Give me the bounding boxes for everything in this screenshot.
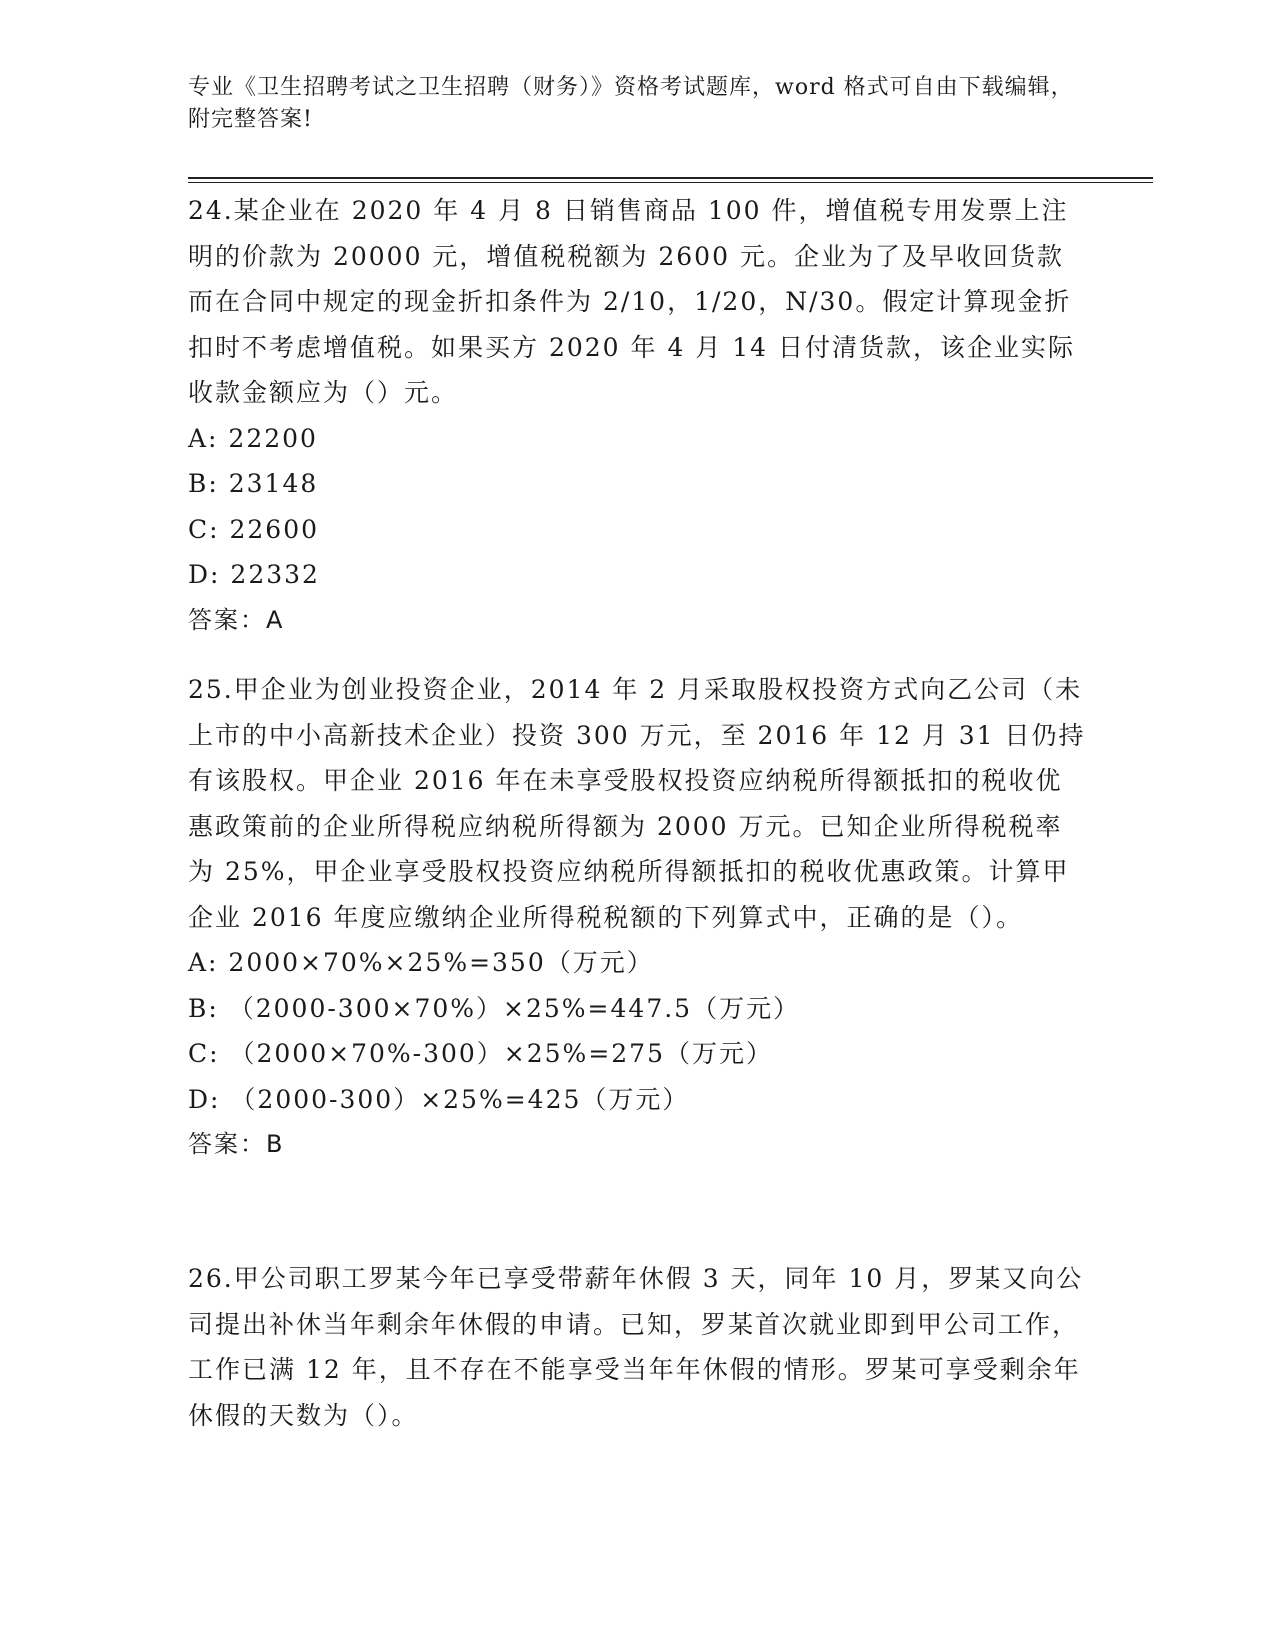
option-b: B: 23148 bbox=[188, 469, 319, 498]
question-24 bbox=[188, 188, 1088, 643]
option-b: B: （2000-300×70%）×25%=447.5（万元） bbox=[188, 993, 801, 1023]
option-c: C: （2000×70%-300）×25%=275（万元） bbox=[188, 1039, 773, 1068]
option-a: A: 2000×70%×25%=350（万元） bbox=[188, 948, 654, 977]
question-25 bbox=[188, 667, 1088, 1168]
question-text: 24.某企业在 2020 年 4 月 8 日销售商品 100 件，增值税专用发票上注明的价款为 20000 元，增值税税额为 2600 元。企业为了及早收回货款而在合同中规定的现金折扣条件为 2/10，1/20，N/30。假定计算现金折扣时不考虑增值税。如果买方 2020 年 4 月 14 日付清货款，该企业实际收款金额应为（）元。 bbox=[188, 196, 1076, 407]
question-26 bbox=[188, 1256, 1088, 1438]
option-a: A: 22200 bbox=[188, 423, 318, 453]
answer: 答案：B bbox=[188, 1130, 285, 1158]
question-text: 25.甲企业为创业投资企业，2014 年 2 月采取股权投资方式向乙公司（未上市的中小高新技术企业）投资 300 万元，至 2016 年 12 月 31 日仍持有该股权。甲企业 2016 年在未享受股权投资应纳税所得额抵扣的税收优惠政策前的企业所得税应纳税所得额为 2000 万元。已知企业所得税税率为 25%，甲企业享受股权投资应纳税所得额抵扣的税收优惠政策。计算甲企业 2016 年度应缴纳企业所得税税额的下列算式中，正确的是（）。 bbox=[188, 675, 1086, 932]
document-header: 专业《卫生招聘考试之卫生招聘（财务）》资格考试题库，word 格式可自由下载编辑，附完整答案! bbox=[188, 75, 1074, 132]
answer: 答案：A bbox=[188, 605, 285, 634]
header-divider-thin bbox=[188, 182, 1153, 183]
option-d: D: 22332 bbox=[188, 560, 320, 589]
option-d: D: （2000-300）×25%=425（万元） bbox=[188, 1084, 690, 1114]
question-text: 26.甲公司职工罗某今年已享受带薪年休假 3 天，同年 10 月，罗某又向公司提出补休当年剩余年休假的申请。已知，罗某首次就业即到甲公司工作，工作已满 12 年，且不存在不能享受当年年休假的情形。罗某可享受剩余年休假的天数为（）。 bbox=[188, 1264, 1084, 1430]
option-c: C: 22600 bbox=[188, 514, 320, 544]
header-divider-thick bbox=[188, 177, 1153, 179]
